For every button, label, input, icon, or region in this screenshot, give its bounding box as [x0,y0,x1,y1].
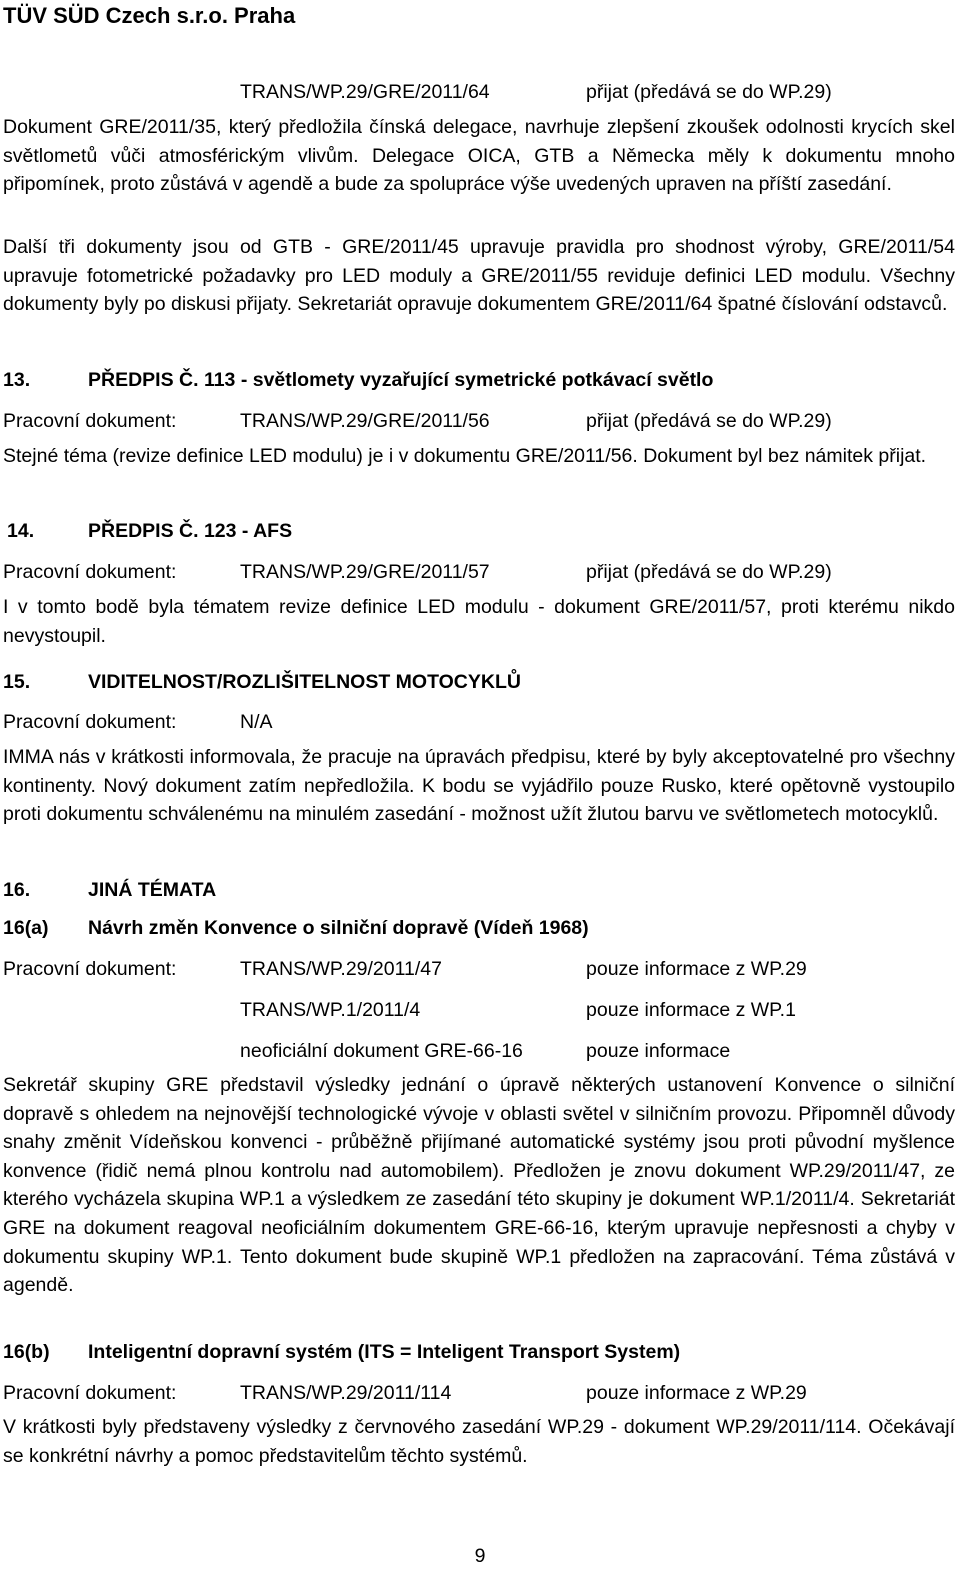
paragraph: I v tomto bodě byla tématem revize definice LED modulu - dokument GRE/2011/57, proti kterému nikdo nevystoupil. [3,596,955,647]
work-doc-row [3,78,955,106]
section-number: 15. [3,671,31,693]
doc-reference: neoficiální dokument GRE-66-16 [240,1040,523,1062]
section-number: 13. [3,369,31,391]
doc-reference: N/A [240,711,273,733]
doc-reference: TRANS/WP.1/2011/4 [240,999,421,1021]
work-doc-row [3,1379,955,1407]
section-title: PŘEDPIS Č. 113 - světlomety vyzařující symetrické potkávací světlo [88,369,714,391]
work-doc-row [3,1037,955,1065]
paragraph: Další tři dokumenty jsou od GTB - GRE/2011/45 upravuje pravidla pro shodnost výroby, GRE/2011/54 upravuje fotometrické požadavky pro LED moduly a GRE/2011/55 reviduje definici LED modulu. Všechny dokumenty byly po diskusi přijaty. Sekretariát opravuje dokumentem GRE/2011/64 špatné číslování odstavců. [3,236,955,316]
doc-reference: TRANS/WP.29/GRE/2011/56 [240,410,490,432]
doc-reference: TRANS/WP.29/2011/114 [240,1382,452,1404]
work-doc-row [3,558,955,586]
paragraph: Sekretář skupiny GRE představil výsledky jednání o úpravě některých ustanovení Konvence o silniční dopravě s ohledem na nejnovější technologické vývoje v oblasti světel v silničním provozu. Připomněl důvody snahy změnit Vídeňskou konvenci - průběžně přijímané automatické systémy jsou proti původní myšlence konvence (řidič nemá plnou kontrolu nad automobilem). Předložen je znovu dokument WP.29/2011/47, ze kterého vycházela skupina WP.1 a výsledkem ze zasedání této skupiny je dokument WP.1/2011/4. Sekretariát GRE na dokument reagoval neoficiálním dokumentem GRE-66-16, kterým upravuje nepřesnosti a chyby v dokumentu skupiny WP.1. Tento dokument bude skupině WP.1 předložen na zapracování. Téma zůstává v agendě. [3,1074,955,1297]
section-title: Inteligentní dopravní systém (ITS = Inteligent Transport System) [88,1341,681,1363]
page-number: 9 [474,1545,486,1567]
paragraph: Stejné téma (revize definice LED modulu) je i v dokumentu GRE/2011/56. Dokument byl bez námitek přijat. [3,445,927,467]
doc-status: přijat (předává se do WP.29) [586,81,832,103]
paragraph: V krátkosti byly představeny výsledky z červnového zasedání WP.29 - dokument WP.29/2011/114. Očekávají se konkrétní návrhy a pomoc představitelům těchto systémů. [3,1416,955,1467]
doc-reference: TRANS/WP.29/GRE/2011/57 [240,561,490,583]
work-doc-label: Pracovní dokument: [3,561,177,583]
doc-reference: TRANS/WP.29/GRE/2011/64 [240,81,490,103]
section-number: 16(a) [3,917,49,939]
paragraph: Dokument GRE/2011/35, který předložila čínská delegace, navrhuje zlepšení zkoušek odolnosti krycích skel světlometů vůči atmosférickým vlivům. Delegace OICA, GTB a Německa měly k dokumentu mnoho připomínek, proto zůstává v agendě a bude za spolupráce výše uvedených upraven na příští zasedání. [3,116,955,196]
section-title: PŘEDPIS Č. 123 - AFS [88,520,293,542]
section-number: 16. [3,879,31,901]
doc-status: pouze informace z WP.29 [586,1382,807,1404]
doc-status: přijat (předává se do WP.29) [586,561,832,583]
doc-status: pouze informace [586,1040,731,1062]
work-doc-label: Pracovní dokument: [3,711,177,733]
section-title: Návrh změn Konvence o silniční dopravě (Vídeň 1968) [88,917,589,939]
doc-reference: TRANS/WP.29/2011/47 [240,958,442,980]
work-doc-label: Pracovní dokument: [3,410,177,432]
doc-status: pouze informace z WP.1 [586,999,796,1021]
work-doc-row [3,996,955,1024]
work-doc-label: Pracovní dokument: [3,958,177,980]
section-number: 14. [7,520,35,542]
doc-status: přijat (předává se do WP.29) [586,410,832,432]
work-doc-row [3,708,955,736]
paragraph: IMMA nás v krátkosti informovala, že pracuje na úpravách předpisu, které by byly akceptovatelné pro všechny kontinenty. Nový dokument zatím nepředložila. K bodu se vyjádřilo pouze Rusko, které opětovně vystoupilo proti dokumentu schválenému na minulém zasedání - možnost užít žlutou barvu ve světlometech motocyklů. [3,746,955,826]
section-title: JINÁ TÉMATA [88,879,217,901]
work-doc-label: Pracovní dokument: [3,1382,177,1404]
work-doc-row [3,407,955,435]
company-header: TÜV SÜD Czech s.r.o. Praha [3,3,296,28]
section-number: 16(b) [3,1341,50,1363]
section-title: VIDITELNOST/ROZLIŠITELNOST MOTOCYKLŮ [88,671,521,693]
doc-status: pouze informace z WP.29 [586,958,807,980]
work-doc-row [3,955,955,983]
